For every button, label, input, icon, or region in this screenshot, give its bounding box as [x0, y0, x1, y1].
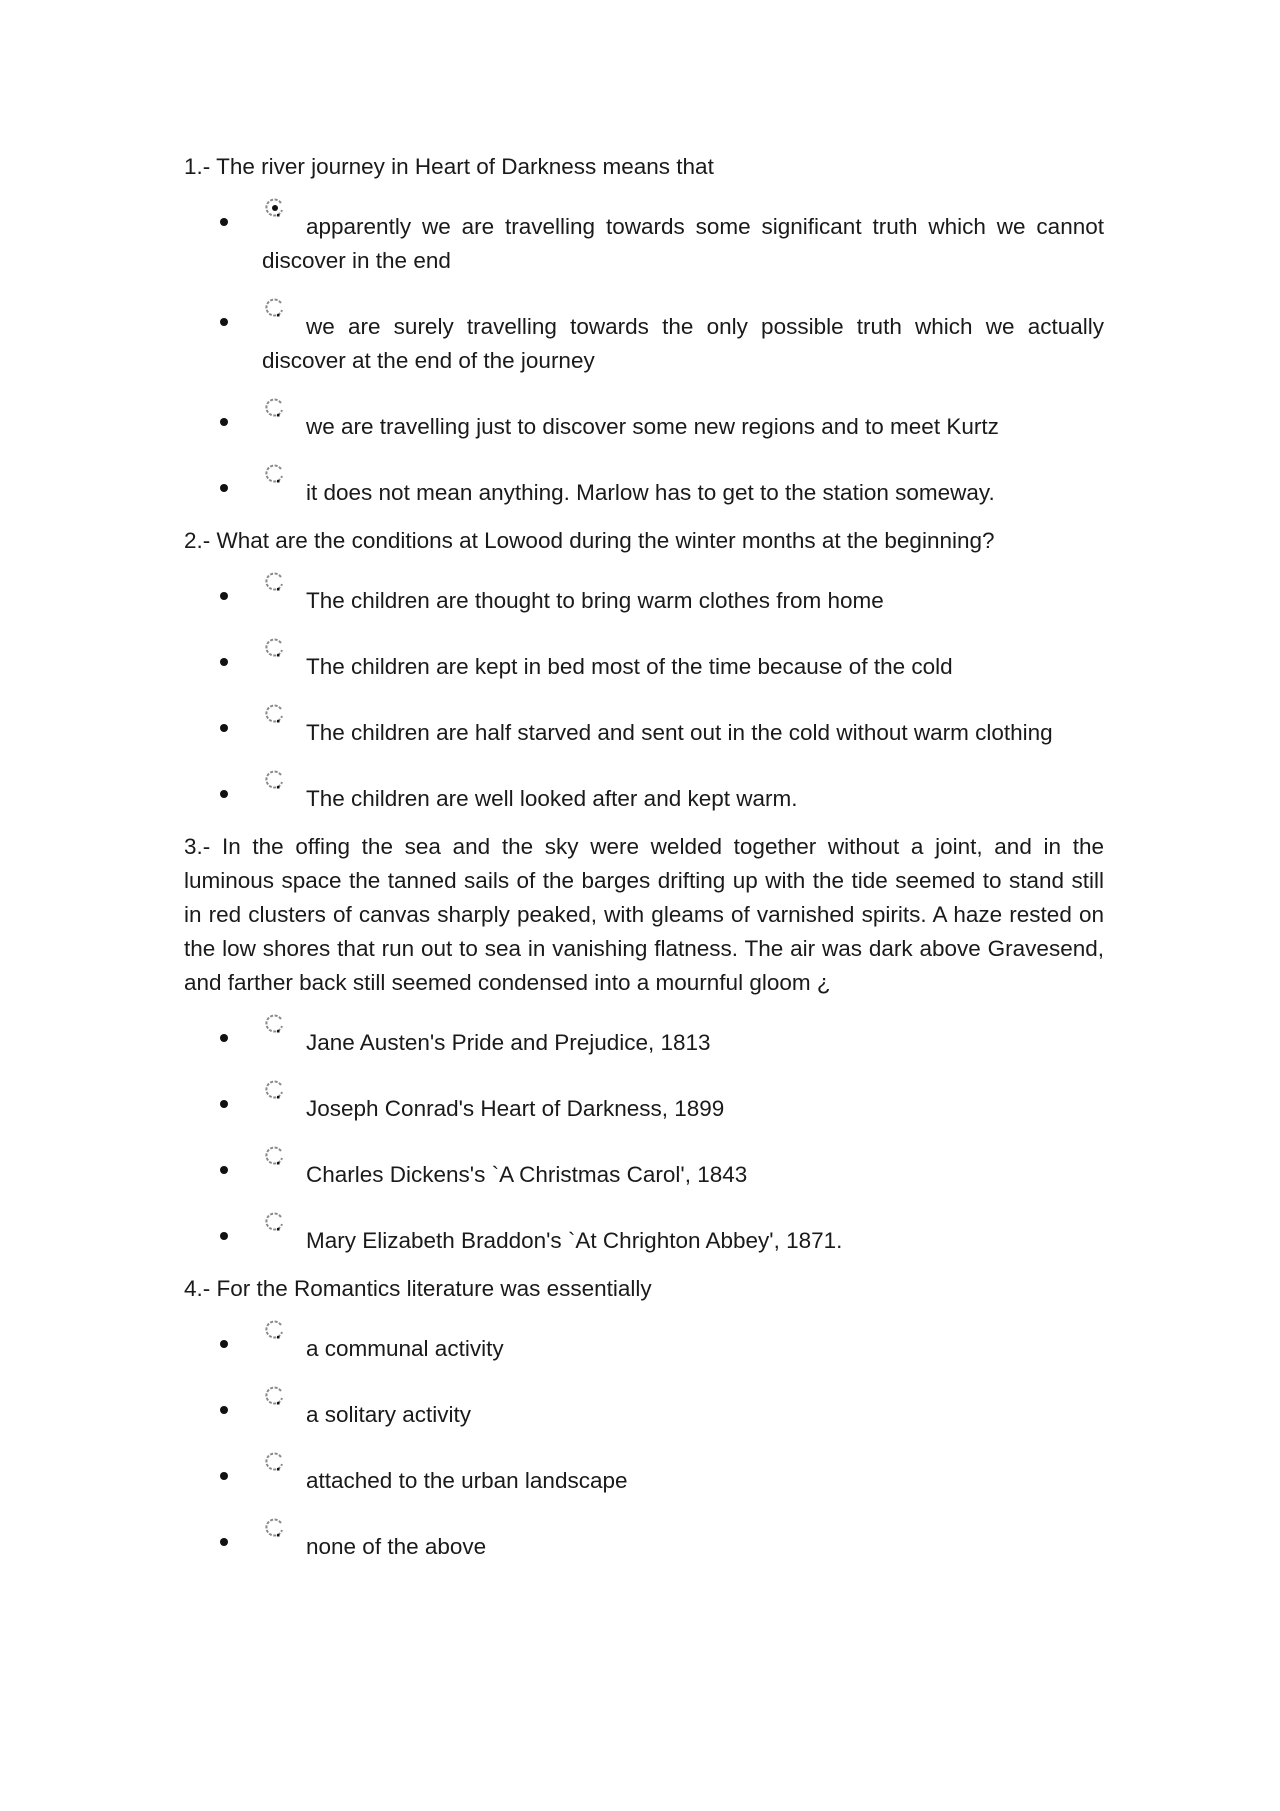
question-4-options	[184, 1328, 1104, 1564]
option-label: a solitary activity	[306, 1402, 472, 1427]
option-2-d[interactable]	[184, 778, 1104, 816]
option-label: The children are half starved and sent out in the cold without warm clothing	[306, 720, 1053, 745]
bullet-icon	[220, 218, 228, 226]
question-1	[184, 150, 1104, 510]
radio-button-icon[interactable]	[262, 580, 284, 602]
option-label: apparently we are travelling towards some significant truth which we cannot discover in the end	[262, 214, 1104, 273]
bullet-icon	[220, 1166, 228, 1174]
option-1-c[interactable]	[184, 406, 1104, 444]
option-label: a communal activity	[306, 1336, 504, 1361]
option-label: Mary Elizabeth Braddon's `At Chrighton Abbey', 1871.	[306, 1228, 843, 1253]
radio-button-icon[interactable]	[262, 1088, 284, 1110]
option-3-b[interactable]	[184, 1088, 1104, 1126]
option-1-a[interactable]	[184, 206, 1104, 278]
radio-button-icon[interactable]	[262, 1328, 284, 1350]
radio-button-icon[interactable]	[262, 1154, 284, 1176]
option-label: it does not mean anything. Marlow has to get to the station someway.	[306, 480, 995, 505]
radio-button-icon[interactable]	[262, 1526, 284, 1548]
option-label: The children are thought to bring warm clothes from home	[306, 588, 884, 613]
radio-button-icon[interactable]	[262, 712, 284, 734]
bullet-icon	[220, 724, 228, 732]
option-2-c[interactable]	[184, 712, 1104, 750]
bullet-icon	[220, 1232, 228, 1240]
question-2	[184, 524, 1104, 816]
option-3-a[interactable]	[184, 1022, 1104, 1060]
question-2-text: 2.- What are the conditions at Lowood during the winter months at the beginning?	[184, 528, 995, 553]
bullet-icon	[220, 658, 228, 666]
bullet-icon	[220, 1406, 228, 1414]
radio-button-icon[interactable]	[262, 1394, 284, 1416]
bullet-icon	[220, 790, 228, 798]
option-1-b[interactable]	[184, 306, 1104, 378]
quiz-document	[184, 150, 1104, 1578]
option-2-a[interactable]	[184, 580, 1104, 618]
radio-button-icon[interactable]	[262, 646, 284, 668]
radio-button-icon[interactable]	[262, 206, 284, 228]
radio-button-icon[interactable]	[262, 472, 284, 494]
option-3-d[interactable]	[184, 1220, 1104, 1258]
option-label: we are surely travelling towards the only possible truth which we actually discover at the end of the journey	[262, 314, 1104, 373]
option-label: The children are well looked after and kept warm.	[306, 786, 798, 811]
option-label: attached to the urban landscape	[306, 1468, 628, 1493]
option-label: The children are kept in bed most of the time because of the cold	[306, 654, 953, 679]
bullet-icon	[220, 1034, 228, 1042]
radio-button-icon[interactable]	[262, 1022, 284, 1044]
question-3-options	[184, 1022, 1104, 1258]
bullet-icon	[220, 318, 228, 326]
option-label: Jane Austen's Pride and Prejudice, 1813	[306, 1030, 711, 1055]
radio-button-icon[interactable]	[262, 406, 284, 428]
question-3-text: 3.- In the offing the sea and the sky were welded together without a joint, and in the luminous space the tanned sails of the barges drifting up with the tide seemed to stand still in red clusters of canvas sharply peaked, with gleams of varnished spirits. A haze rested on the low shores that run out to sea in vanishing flatness. The air was dark above Gravesend, and farther back still seemed condensed into a mournful gloom ¿	[184, 834, 1104, 995]
bullet-icon	[220, 1340, 228, 1348]
option-1-d[interactable]	[184, 472, 1104, 510]
option-label: we are travelling just to discover some new regions and to meet Kurtz	[306, 414, 999, 439]
bullet-icon	[220, 1538, 228, 1546]
option-label: Charles Dickens's `A Christmas Carol', 1843	[306, 1162, 748, 1187]
bullet-icon	[220, 1100, 228, 1108]
question-2-options	[184, 580, 1104, 816]
radio-button-icon[interactable]	[262, 1460, 284, 1482]
option-3-c[interactable]	[184, 1154, 1104, 1192]
question-1-options	[184, 206, 1104, 510]
radio-button-icon[interactable]	[262, 778, 284, 800]
option-label: none of the above	[306, 1534, 487, 1559]
option-label: Joseph Conrad's Heart of Darkness, 1899	[306, 1096, 725, 1121]
radio-button-icon[interactable]	[262, 306, 284, 328]
question-4-text: 4.- For the Romantics literature was essentially	[184, 1276, 652, 1301]
bullet-icon	[220, 592, 228, 600]
radio-button-icon[interactable]	[262, 1220, 284, 1242]
question-4	[184, 1272, 1104, 1564]
option-4-a[interactable]	[184, 1328, 1104, 1366]
bullet-icon	[220, 418, 228, 426]
option-4-d[interactable]	[184, 1526, 1104, 1564]
question-1-text: 1.- The river journey in Heart of Darkness means that	[184, 154, 714, 179]
option-4-c[interactable]	[184, 1460, 1104, 1498]
option-2-b[interactable]	[184, 646, 1104, 684]
bullet-icon	[220, 1472, 228, 1480]
bullet-icon	[220, 484, 228, 492]
question-3	[184, 830, 1104, 1258]
option-4-b[interactable]	[184, 1394, 1104, 1432]
